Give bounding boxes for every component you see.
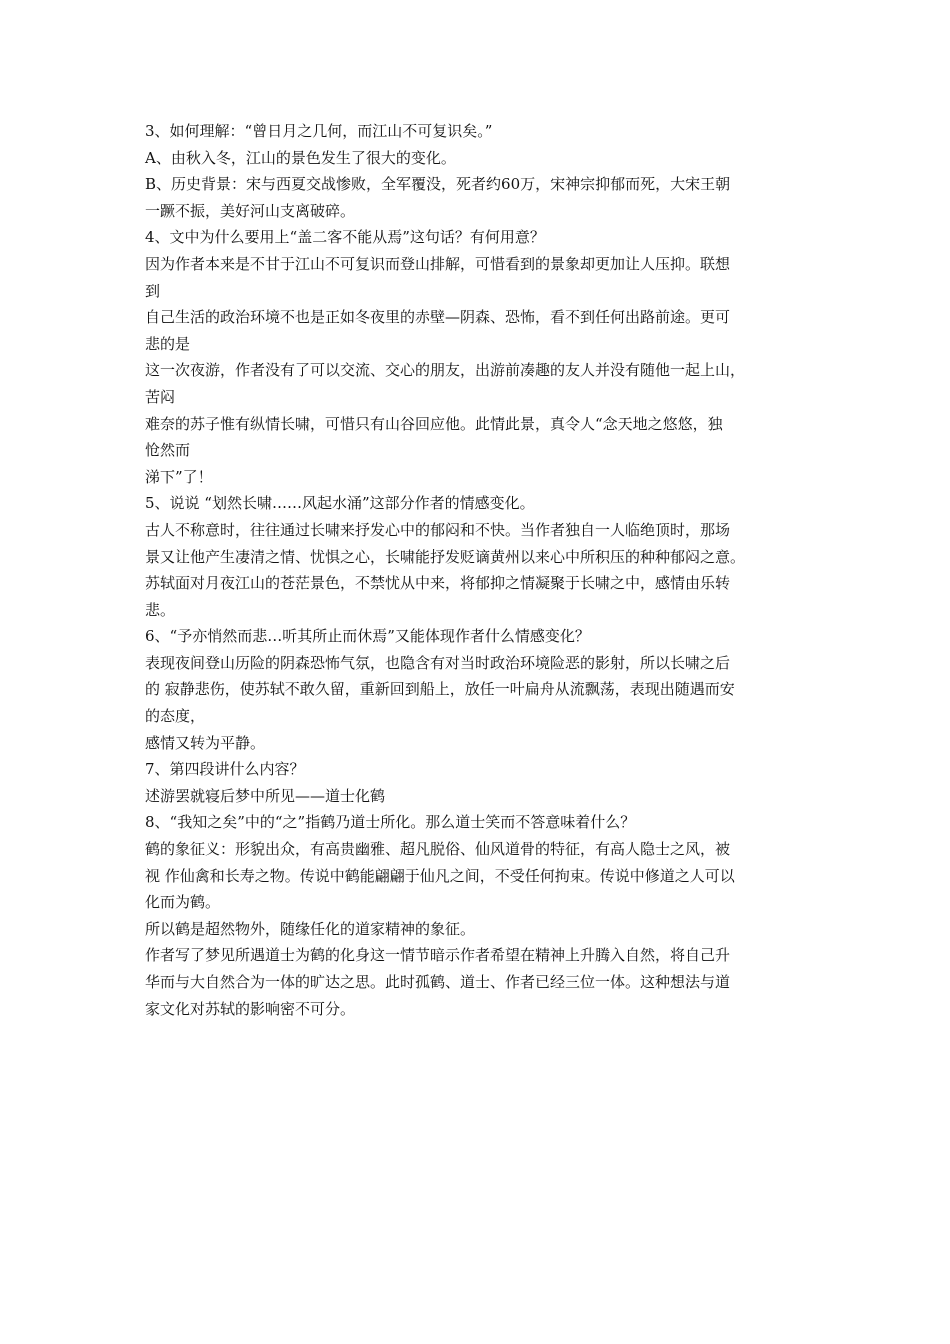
- text-line: 这一次夜游，作者没有了可以交流、交心的朋友，出游前凑趣的友人并没有随他一起上山，: [145, 361, 746, 380]
- text-line: 4、文中为什么要用上“盖二客不能从焉”这句话？有何用意？: [145, 228, 545, 247]
- text-line: 难奈的苏子惟有纵情长啸，可惜只有山谷回应他。此情此景，真令人“念天地之悠悠，独: [145, 414, 723, 433]
- text-line: 作者写了梦见所遇道士为鹤的化身这一情节暗示作者希望在精神上升腾入自然，将自己升: [145, 946, 731, 965]
- text-line: 述游罢就寝后梦中所见——道士化鹤: [145, 786, 386, 805]
- text-line: 悲。: [145, 600, 176, 619]
- text-line: 的 寂静悲伤，使苏轼不敢久留，重新回到船上，放任一叶扁舟从流飘荡，表现出随遇而安: [145, 680, 735, 699]
- text-line: 8、“我知之矣”中的“之”指鹤乃道士所化。那么道士笑而不答意味着什么？: [145, 813, 636, 832]
- text-line: 3、如何理解：“曾日月之几何，而江山不可复识矣。”: [145, 122, 493, 140]
- text-line: 因为作者本来是不甘于江山不可复识而登山排解，可惜看到的景象却更加让人压抑。联想: [145, 254, 731, 273]
- text-line: 自己生活的政治环境不也是正如冬夜里的赤壁—阴森、恐怖，看不到任何出路前途。更可: [145, 308, 731, 327]
- text-line: 视 作仙禽和长寿之物。传说中鹤能翩翩于仙凡之间，不受任何拘束。传说中修道之人可以: [145, 866, 735, 885]
- text-line: 苏轼面对月夜江山的苍茫景色，不禁忧从中来，将郁抑之情凝聚于长啸之中，感情由乐转: [145, 574, 731, 593]
- text-line: 5、说说 “划然长啸……风起水涌”这部分作者的情感变化。: [145, 494, 535, 513]
- text-line: 悲的是: [145, 334, 191, 353]
- text-line: 的态度，: [145, 707, 206, 726]
- text-line: A、由秋入冬，江山的景色发生了很大的变化。: [145, 148, 456, 167]
- text-line: 6、“予亦悄然而悲…听其所止而休焉”又能体现作者什么情感变化？: [145, 627, 590, 646]
- text-line: 所以鹤是超然物外，随缘任化的道家精神的象征。: [145, 919, 476, 938]
- text-line: 表现夜间登山历险的阴森恐怖气氛，也隐含有对当时政治环境险恶的影射，所以长啸之后: [145, 653, 731, 672]
- text-line: 家文化对苏轼的影响密不可分。: [145, 999, 356, 1018]
- text-line: B、历史背景：宋与西夏交战惨败，全军覆没，死者约60万，宋神宗抑郁而死，大宋王朝: [145, 175, 731, 194]
- document-body: [145, 118, 825, 1022]
- text-line: 苦闷: [145, 387, 176, 406]
- text-line: 感情又转为平静。: [145, 733, 266, 752]
- text-line: 7、第四段讲什么内容？: [145, 760, 305, 779]
- text-line: 一蹶不振，美好河山支离破碎。: [145, 201, 356, 220]
- text-line: 涕下”了！: [145, 467, 213, 486]
- text-line: 古人不称意时，往往通过长啸来抒发心中的郁闷和不快。当作者独自一人临绝顶时，那场: [145, 520, 731, 539]
- text-line: 化而为鹤。: [145, 893, 221, 912]
- text-line: 到: [145, 281, 161, 300]
- text-line: 景又让他产生凄清之情、忧惧之心，长啸能抒发贬谪黄州以来心中所积压的种种郁闷之意。: [145, 547, 746, 566]
- text-line: 华而与大自然合为一体的旷达之思。此时孤鹤、道士、作者已经三位一体。这种想法与道: [145, 973, 731, 991]
- text-line: 鹤的象征义：形貌出众，有高贵幽雅、超凡脱俗、仙风道骨的特征，有高人隐士之风，被: [145, 840, 731, 859]
- text-line: 怆然而: [145, 441, 191, 460]
